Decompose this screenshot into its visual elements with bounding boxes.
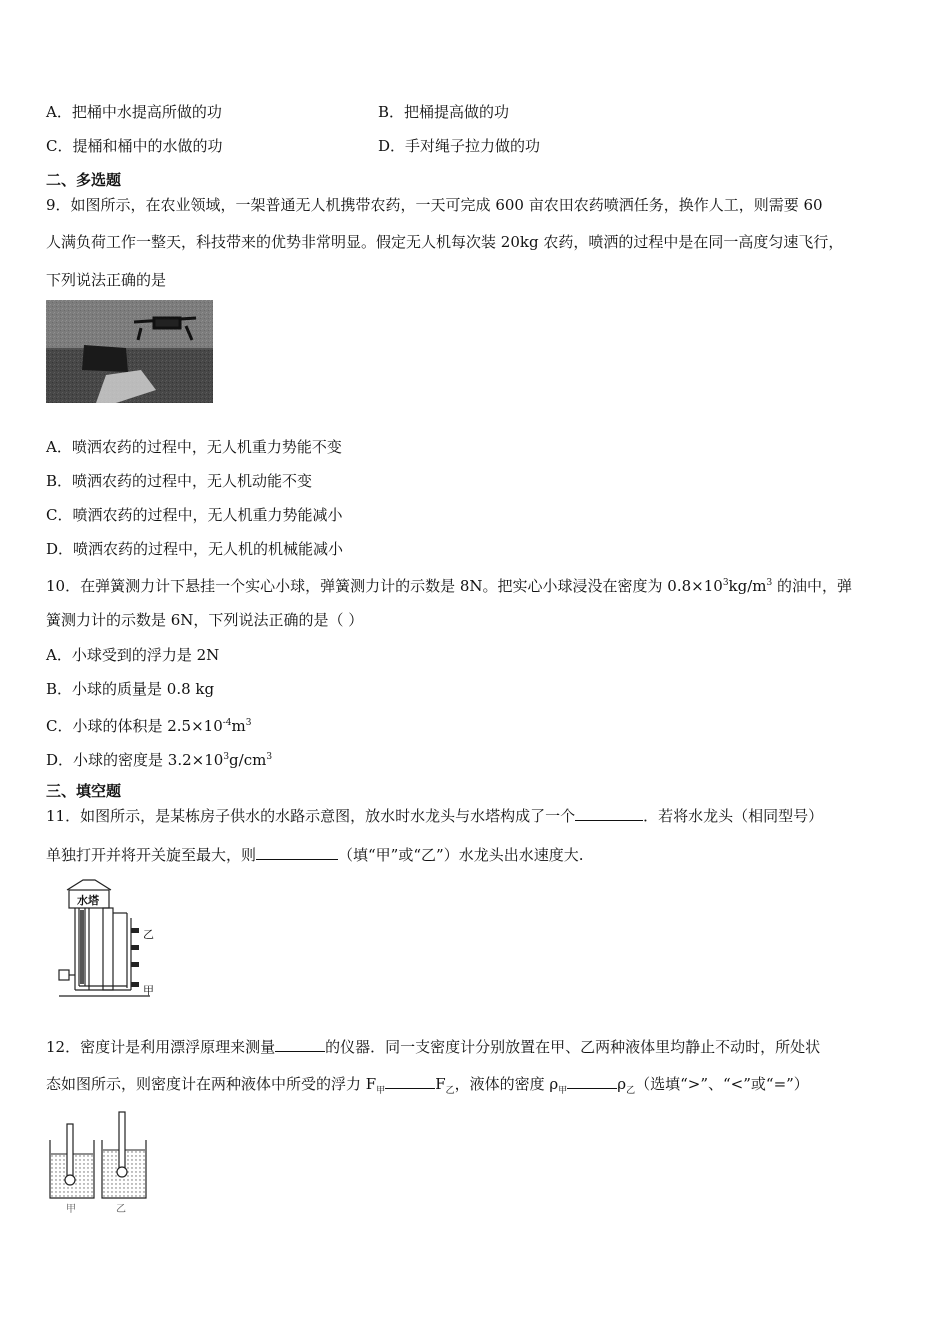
section-fill-blank-heading: 三、填空题: [46, 782, 122, 800]
q8-option-c: C．提桶和桶中的水做的功: [46, 137, 223, 155]
hydrometer-diagram: [46, 1110, 156, 1215]
q9-stem-line3: 下列说法正确的是: [46, 271, 167, 289]
water-tower-label: 水塔: [77, 894, 99, 907]
q9-option-d: D．喷洒农药的过程中，无人机的机械能减小: [46, 540, 344, 558]
q10-stem-line2: 簧测力计的示数是 6N，下列说法正确的是（ ）: [46, 611, 364, 629]
q9-stem-line2: 人满负荷工作一整天，科技带来的优势非常明显。假定无人机每次装 20kg 农药，喷洒的过程中是在同一高度匀速飞行，: [46, 233, 844, 251]
q12-stem-line2: 态如图所示，则密度计在两种液体中所受的浮力 $F_甲$ $F_乙$，液体的密度 $\rho_甲$ $\rho_乙$（选填“>”、“<”或“=”）: [46, 1075, 809, 1096]
q12-blank-1: [275, 1037, 325, 1052]
q12-blank-3: [567, 1074, 617, 1089]
drone-photo: [46, 300, 213, 403]
water-tower-diagram: [55, 878, 170, 1003]
beaker-jia-label: 甲: [66, 1204, 76, 1215]
q9-stem-line1: 9．如图所示，在农业领域，一架普通无人机携带农药，一天可完成 600 亩农田农药喷洒任务，换作人工，则需要 60: [46, 196, 823, 214]
q10-option-b: B．小球的质量是 0.8 kg: [46, 680, 215, 698]
q8-option-b: B．把桶提高做的功: [378, 103, 510, 121]
beaker-yi-label: 乙: [116, 1204, 126, 1215]
q11-stem-line2: 单独打开并将开关旋至最大，则 （填“甲”或“乙”）水龙头出水速度大.: [46, 846, 584, 864]
tap-yi-label: 乙: [143, 928, 154, 941]
q9-option-b: B．喷洒农药的过程中，无人机动能不变: [46, 472, 313, 490]
q11-stem-line1: 11．如图所示，是某栋房子供水的水路示意图，放水时水龙头与水塔构成了一个 ．若将水龙头（相同型号）: [46, 807, 824, 825]
q8-option-a: A．把桶中水提高所做的功: [46, 103, 222, 121]
q10-option-c: C．小球的体积是 $2.5\times 10^{-4}m^3$: [46, 717, 252, 735]
q9-option-a: A．喷洒农药的过程中，无人机重力势能不变: [46, 438, 342, 456]
q10-option-a: A．小球受到的浮力是 2N: [46, 646, 220, 664]
tap-jia-label: 甲: [143, 984, 154, 997]
q9-option-c: C．喷洒农药的过程中，无人机重力势能减小: [46, 506, 343, 524]
q10-stem-line1: 10．在弹簧测力计下悬挂一个实心小球，弹簧测力计的示数是 8N。把实心小球浸没在密度为 $0.8\times 10^3kg/m^3$ 的油中，弹: [46, 577, 853, 595]
section-multi-choice-heading: 二、多选题: [46, 171, 122, 189]
q12-stem-line1: 12．密度计是利用漂浮原理来测量 的仪器．同一支密度计分别放置在甲、乙两种液体里均静止不动时，所处状: [46, 1038, 821, 1056]
q10-option-d: D．小球的密度是 $3.2\times 10^3g/cm^3$: [46, 751, 273, 769]
q11-blank-1: [575, 806, 643, 821]
q12-blank-2: [385, 1074, 435, 1089]
q11-blank-2: [256, 845, 338, 860]
q8-option-d: D．手对绳子拉力做的功: [378, 137, 541, 155]
